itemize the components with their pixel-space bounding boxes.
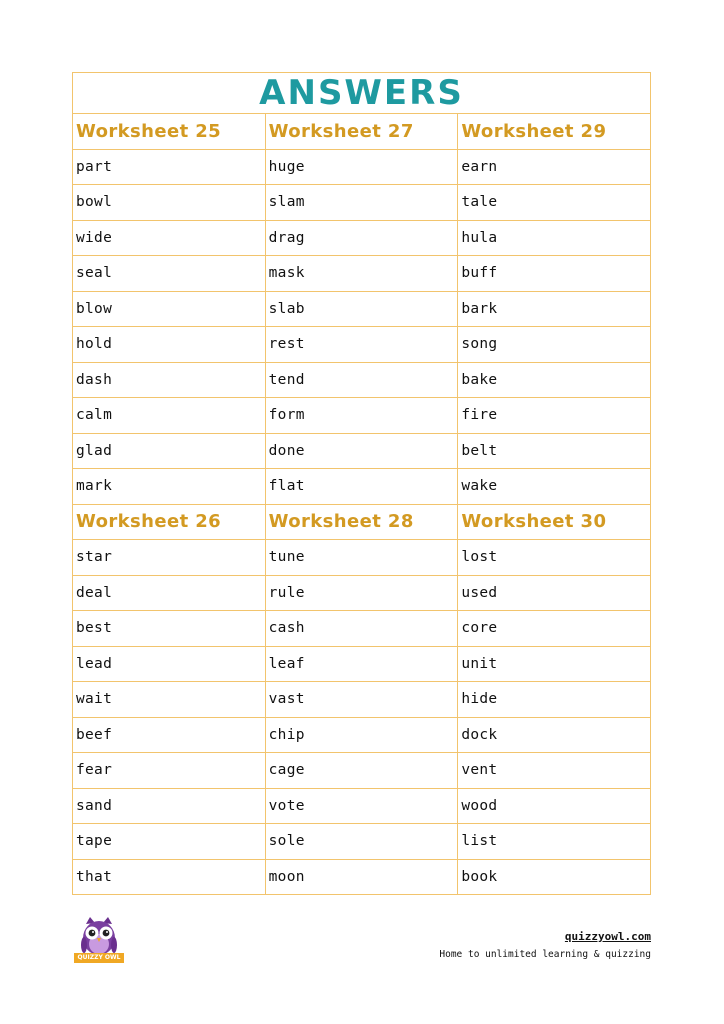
answer-word: vast: [265, 682, 458, 718]
answer-word: slam: [265, 185, 458, 221]
table-row: [73, 859, 651, 895]
answer-word: fire: [458, 398, 651, 434]
table-row: [73, 682, 651, 718]
answer-word: hula: [458, 220, 651, 256]
table-row: [73, 469, 651, 505]
site-link[interactable]: quizzyowl.com: [564, 930, 651, 943]
answer-word: chip: [265, 717, 458, 753]
answer-word: huge: [265, 149, 458, 185]
answer-word: done: [265, 433, 458, 469]
worksheet-header: Worksheet 28: [265, 504, 458, 540]
answer-word: dash: [73, 362, 266, 398]
answer-word: song: [458, 327, 651, 363]
answer-word: list: [458, 824, 651, 860]
worksheet-header-row: [73, 504, 651, 540]
answer-word: vent: [458, 753, 651, 789]
worksheet-header: Worksheet 30: [458, 504, 651, 540]
answer-word: sand: [73, 788, 266, 824]
table-row: [73, 327, 651, 363]
tagline: Home to unlimited learning & quizzing: [439, 949, 651, 960]
answer-word: slab: [265, 291, 458, 327]
answer-word: tune: [265, 540, 458, 576]
table-row: [73, 291, 651, 327]
answer-word: that: [73, 859, 266, 895]
table-row: [73, 220, 651, 256]
answer-word: tend: [265, 362, 458, 398]
answer-word: cash: [265, 611, 458, 647]
answer-word: used: [458, 575, 651, 611]
table-row: [73, 717, 651, 753]
table-row: [73, 362, 651, 398]
table-row: [73, 185, 651, 221]
table-row: [73, 433, 651, 469]
table-row: [73, 256, 651, 292]
answer-word: form: [265, 398, 458, 434]
answer-word: wait: [73, 682, 266, 718]
answer-word: belt: [458, 433, 651, 469]
answer-word: tape: [73, 824, 266, 860]
table-row: [73, 611, 651, 647]
answer-word: bowl: [73, 185, 266, 221]
answer-word: wide: [73, 220, 266, 256]
answer-word: glad: [73, 433, 266, 469]
answer-word: core: [458, 611, 651, 647]
page-title: ANSWERS: [73, 73, 651, 114]
answer-word: part: [73, 149, 266, 185]
answer-word: sole: [265, 824, 458, 860]
worksheet-header-row: [73, 114, 651, 150]
answer-word: wake: [458, 469, 651, 505]
table-row: [73, 149, 651, 185]
answer-word: buff: [458, 256, 651, 292]
answer-word: vote: [265, 788, 458, 824]
answer-word: lead: [73, 646, 266, 682]
table-row: [73, 540, 651, 576]
answer-word: bake: [458, 362, 651, 398]
answer-word: star: [73, 540, 266, 576]
answer-word: mask: [265, 256, 458, 292]
logo-wordmark: QUIZZY OWL: [74, 953, 124, 963]
worksheet-header: Worksheet 27: [265, 114, 458, 150]
worksheet-header: Worksheet 26: [73, 504, 266, 540]
answer-word: moon: [265, 859, 458, 895]
answer-word: seal: [73, 256, 266, 292]
table-row: [73, 788, 651, 824]
table-row: [73, 398, 651, 434]
worksheet-header: Worksheet 29: [458, 114, 651, 150]
worksheet-header: Worksheet 25: [73, 114, 266, 150]
answer-word: book: [458, 859, 651, 895]
answer-word: bark: [458, 291, 651, 327]
answer-word: calm: [73, 398, 266, 434]
answer-word: dock: [458, 717, 651, 753]
answer-word: hold: [73, 327, 266, 363]
answer-word: rest: [265, 327, 458, 363]
answer-word: unit: [458, 646, 651, 682]
answer-word: deal: [73, 575, 266, 611]
answer-word: beef: [73, 717, 266, 753]
answer-word: blow: [73, 291, 266, 327]
answer-word: drag: [265, 220, 458, 256]
table-row: [73, 824, 651, 860]
answer-word: hide: [458, 682, 651, 718]
answer-word: mark: [73, 469, 266, 505]
answer-word: tale: [458, 185, 651, 221]
answer-word: fear: [73, 753, 266, 789]
answer-word: wood: [458, 788, 651, 824]
table-row: [73, 646, 651, 682]
answer-word: earn: [458, 149, 651, 185]
answer-word: leaf: [265, 646, 458, 682]
table-row: [73, 575, 651, 611]
answer-word: best: [73, 611, 266, 647]
answer-word: rule: [265, 575, 458, 611]
answer-word: cage: [265, 753, 458, 789]
table-row: [73, 753, 651, 789]
answers-table: [72, 72, 651, 895]
answer-word: flat: [265, 469, 458, 505]
answer-word: lost: [458, 540, 651, 576]
